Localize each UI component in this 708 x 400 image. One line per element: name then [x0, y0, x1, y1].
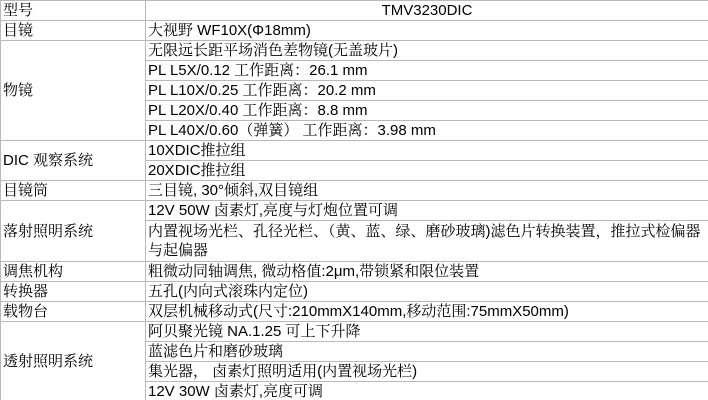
- table-row: [1, 41, 708, 61]
- objective-value-2: PL L5X/0.12 工作距离：26.1 mm: [146, 61, 708, 81]
- table-row: [1, 302, 708, 322]
- row-label-head: 目镜筒: [1, 181, 146, 201]
- table-row: [1, 1, 708, 21]
- dic-value-2: 20XDIC推拉组: [146, 161, 708, 181]
- table-row: [1, 201, 708, 221]
- nosepiece-value: 五孔(内向式滚珠内定位): [146, 282, 708, 302]
- trans-value-1: 阿贝聚光镜 NA.1.25 可上下升降: [146, 322, 708, 342]
- row-label-trans-illumination: 透射照明系统: [1, 322, 146, 400]
- trans-value-2: 蓝滤色片和磨砂玻璃: [146, 342, 708, 362]
- row-label-focusing: 调焦机构: [1, 262, 146, 282]
- focusing-value: 粗微动同轴调焦, 微动格值:2μm,带锁紧和限位装置: [146, 262, 708, 282]
- eyepiece-value: 大视野 WF10X(Φ18mm): [146, 21, 708, 41]
- trans-value-3: 集光器， 卤素灯照明适用(内置视场光栏): [146, 362, 708, 382]
- row-label-model: 型号: [1, 1, 146, 21]
- table-row: [1, 141, 708, 161]
- objective-value-4: PL L20X/0.40 工作距离：8.8 mm: [146, 101, 708, 121]
- head-value: 三目镜, 30°倾斜,双目镜组: [146, 181, 708, 201]
- dic-value-1: 10XDIC推拉组: [146, 141, 708, 161]
- row-label-eyepiece: 目镜: [1, 21, 146, 41]
- row-label-nosepiece: 转换器: [1, 282, 146, 302]
- row-label-stage: 载物台: [1, 302, 146, 322]
- table-row: [1, 21, 708, 41]
- objective-value-3: PL L10X/0.25 工作距离：20.2 mm: [146, 81, 708, 101]
- stage-value: 双层机械移动式(尺寸:210mmX140mm,移动范围:75mmX50mm): [146, 302, 708, 322]
- objective-value-5: PL L40X/0.60（弹簧） 工作距离：3.98 mm: [146, 121, 708, 141]
- epi-value-2: 内置视场光栏、孔径光栏、（黄、蓝、绿、磨砂玻璃)滤色片转换装置，推拉式检偏器与起偏器: [146, 221, 708, 262]
- trans-value-4: 12V 30W 卤素灯,亮度可调: [146, 382, 708, 400]
- epi-value-1: 12V 50W 卤素灯,亮度与灯炮位置可调: [146, 201, 708, 221]
- model-value: TMV3230DIC: [146, 1, 708, 21]
- objective-value-1: 无限远长距平场消色差物镜(无盖玻片): [146, 41, 708, 61]
- row-label-dic-system: DIC 观察系统: [1, 141, 146, 181]
- row-label-objective: 物镜: [1, 41, 146, 141]
- table-row: [1, 262, 708, 282]
- table-row: [1, 282, 708, 302]
- table-row: [1, 322, 708, 342]
- row-label-epi-illumination: 落射照明系统: [1, 201, 146, 262]
- table-row: [1, 181, 708, 201]
